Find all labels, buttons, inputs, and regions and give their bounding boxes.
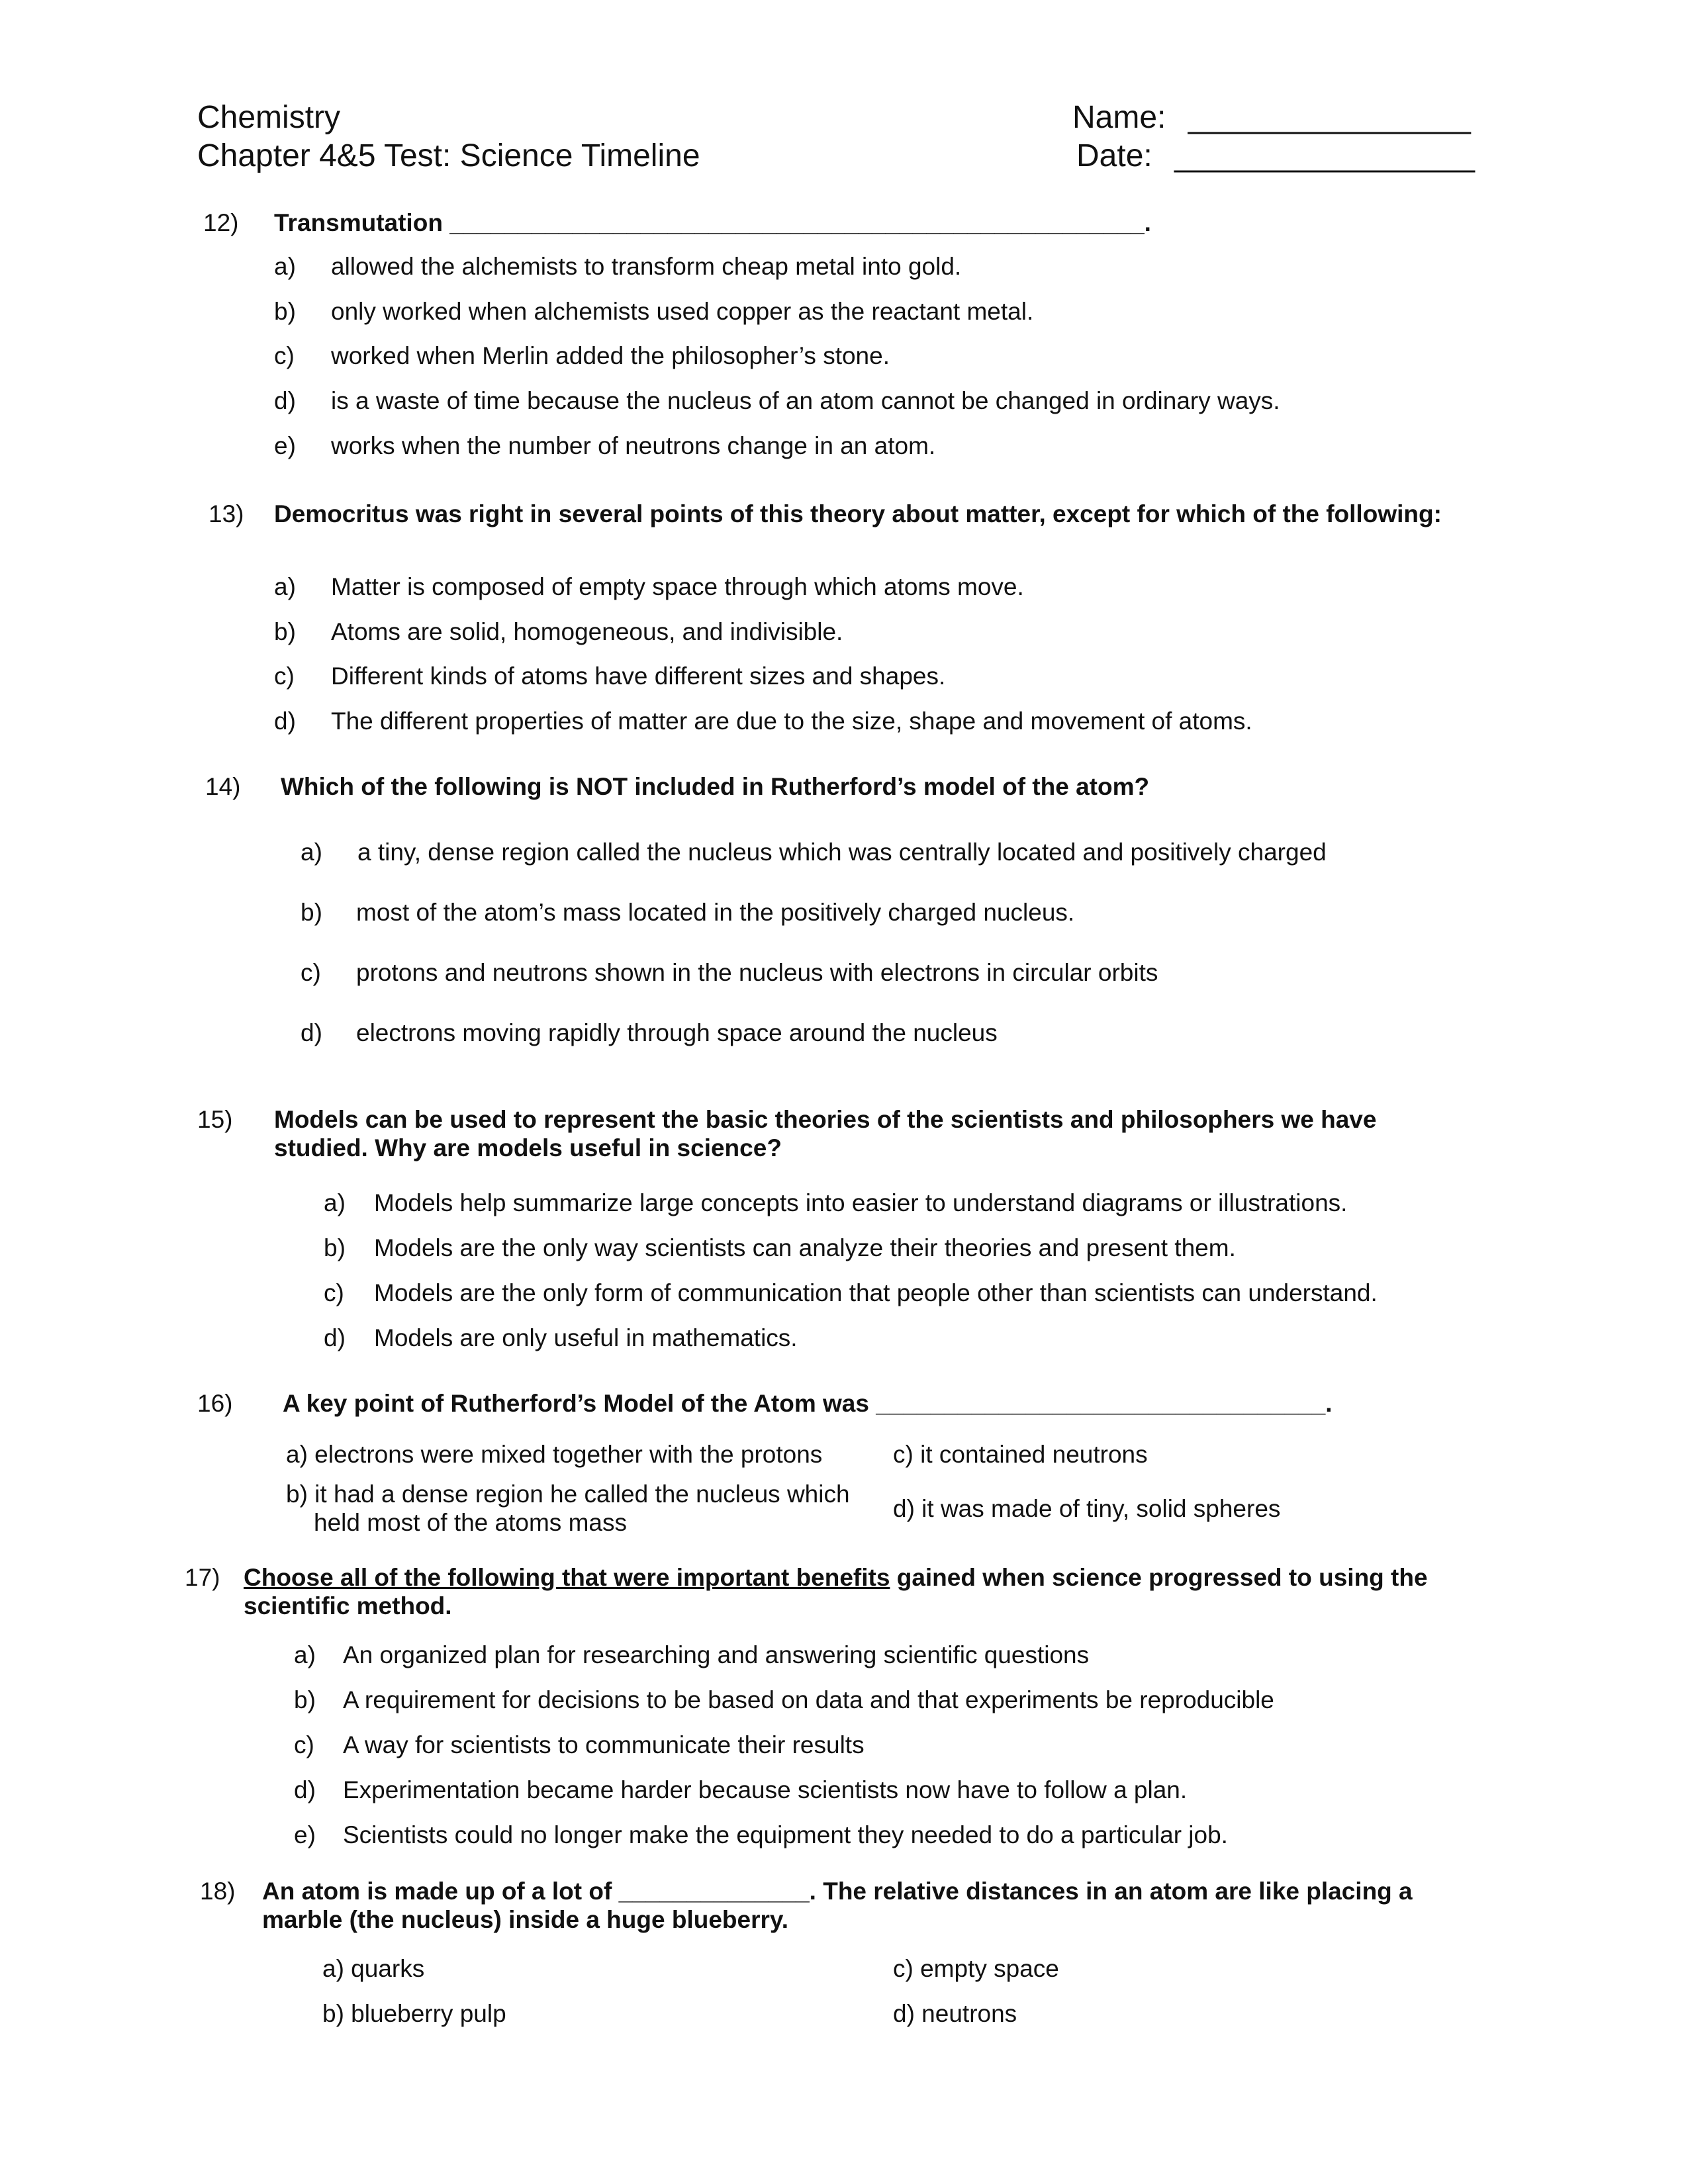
answer-option[interactable] xyxy=(301,899,1075,927)
name-field[interactable] xyxy=(1072,99,1471,136)
question-number: 17) xyxy=(185,1564,220,1591)
answer-option[interactable] xyxy=(274,707,1252,735)
option-letter: a) xyxy=(274,573,296,600)
option-text: works when the number of neutrons change in an atom. xyxy=(331,432,936,459)
date-field[interactable] xyxy=(1076,138,1475,174)
question-number: 13) xyxy=(209,500,244,527)
answer-option[interactable] xyxy=(274,387,1280,415)
answer-option[interactable] xyxy=(274,298,1034,326)
subject-title: Chemistry xyxy=(197,100,341,135)
option-letter: e) xyxy=(274,432,296,459)
question-stem-line-1: Models can be used to represent the basic theories of the scientists and philosophers we have xyxy=(274,1106,1377,1133)
answer-option[interactable] xyxy=(274,618,843,646)
question-number: 14) xyxy=(205,773,241,800)
option-text: allowed the alchemists to transform cheap metal into gold. xyxy=(331,253,962,280)
option-letter: b) xyxy=(274,618,296,645)
answer-option[interactable] xyxy=(274,432,936,460)
question-stem-line-2: scientific method. xyxy=(244,1592,452,1619)
option-text: Models help summarize large concepts into easier to understand diagrams or illustrations. xyxy=(374,1189,1348,1216)
option-letter: b) xyxy=(294,1686,316,1713)
answer-option[interactable] xyxy=(294,1821,1228,1849)
option-text: A requirement for decisions to be based on data and that experiments be reproducible xyxy=(343,1686,1274,1713)
option-text: Experimentation became harder because scientists now have to follow a plan. xyxy=(343,1776,1188,1803)
answer-option[interactable] xyxy=(274,662,946,690)
option-letter: b) xyxy=(274,298,296,325)
question-stem: Which of the following is NOT included in Rutherford’s model of the atom? xyxy=(281,773,1150,800)
question-stem-line-2: marble (the nucleus) inside a huge blueberry. xyxy=(262,1906,788,1933)
option-text: The different properties of matter are due to the size, shape and movement of atoms. xyxy=(331,707,1252,735)
option-letter: b) xyxy=(324,1234,346,1261)
answer-option[interactable] xyxy=(294,1776,1188,1804)
option-letter: a) xyxy=(274,253,296,280)
option-text: is a waste of time because the nucleus of an atom cannot be changed in ordinary ways. xyxy=(331,387,1280,414)
answer-option[interactable] xyxy=(324,1324,798,1352)
option-letter: d) xyxy=(301,1019,322,1046)
option-text: most of the atom’s mass located in the positively charged nucleus. xyxy=(356,899,1075,926)
option-letter: c) xyxy=(274,342,295,369)
answer-option[interactable]: d) it was made of tiny, solid spheres xyxy=(893,1495,1281,1522)
option-text: protons and neutrons shown in the nucleus with electrons in circular orbits xyxy=(356,959,1158,986)
name-label: Name: xyxy=(1072,100,1166,135)
option-text: worked when Merlin added the philosopher’s stone. xyxy=(331,342,890,369)
option-text: Matter is composed of empty space through which atoms move. xyxy=(331,573,1024,600)
option-text: a tiny, dense region called the nucleus which was centrally located and positively charged xyxy=(357,839,1327,866)
option-text: An organized plan for researching and answering scientific questions xyxy=(343,1641,1090,1668)
question-stem-line-1 xyxy=(244,1564,1428,1592)
option-letter: b) xyxy=(301,899,322,926)
answer-option[interactable]: a) quarks xyxy=(322,1955,425,1982)
option-letter: c) xyxy=(274,662,295,690)
option-text: Scientists could no longer make the equipment they needed to do a particular job. xyxy=(343,1821,1228,1848)
option-letter: c) xyxy=(301,959,321,986)
stem-rest: gained when science progressed to using the xyxy=(890,1564,1428,1591)
option-text: Models are the only way scientists can analyze their theories and present them. xyxy=(374,1234,1236,1261)
question-stem-line-1: An atom is made up of a lot of ______________. The relative distances in an atom are like placing a xyxy=(262,1878,1413,1905)
option-text: Models are the only form of communication that people other than scientists can understand. xyxy=(374,1279,1378,1306)
answer-option[interactable] xyxy=(274,342,890,370)
answer-option[interactable] xyxy=(324,1234,1236,1262)
answer-option[interactable] xyxy=(301,839,1327,866)
stem-emphasis: Choose all of the following that were important benefits xyxy=(244,1564,890,1591)
option-letter: d) xyxy=(324,1324,346,1351)
answer-option[interactable] xyxy=(294,1641,1090,1669)
answer-option[interactable] xyxy=(274,253,962,281)
option-text: Models are only useful in mathematics. xyxy=(374,1324,798,1351)
date-label: Date: xyxy=(1076,138,1152,173)
option-letter: d) xyxy=(274,387,296,414)
option-letter: a) xyxy=(301,839,322,866)
option-letter: d) xyxy=(294,1776,316,1803)
answer-option[interactable] xyxy=(274,573,1024,601)
question-stem: Democritus was right in several points of this theory about matter, except for which of the following: xyxy=(274,500,1442,527)
question-number: 15) xyxy=(197,1106,233,1133)
option-text: A way for scientists to communicate their results xyxy=(343,1731,865,1758)
option-letter: c) xyxy=(324,1279,344,1306)
question-number: 18) xyxy=(200,1878,236,1905)
answer-option[interactable]: d) neutrons xyxy=(893,2000,1017,2027)
answer-option[interactable]: c) it contained neutrons xyxy=(893,1441,1148,1468)
option-text: Atoms are solid, homogeneous, and indivisible. xyxy=(331,618,843,645)
question-stem: A key point of Rutherford’s Model of the Atom was _________________________________. xyxy=(283,1390,1333,1417)
question-number: 16) xyxy=(197,1390,233,1417)
answer-option[interactable]: b) blueberry pulp xyxy=(322,2000,506,2027)
answer-option[interactable] xyxy=(294,1686,1274,1714)
answer-option[interactable]: a) electrons were mixed together with the protons xyxy=(286,1441,823,1468)
answer-option[interactable] xyxy=(294,1731,865,1759)
test-title: Chapter 4&5 Test: Science Timeline xyxy=(197,138,700,173)
name-blank: ________________ xyxy=(1188,100,1471,135)
option-text: electrons moving rapidly through space around the nucleus xyxy=(356,1019,998,1046)
option-letter: c) xyxy=(294,1731,314,1758)
answer-option[interactable] xyxy=(301,1019,998,1047)
question-number: 12) xyxy=(203,209,239,236)
answer-option[interactable]: b) it had a dense region he called the nucleus which xyxy=(286,1480,850,1508)
option-letter: a) xyxy=(324,1189,346,1216)
option-letter: d) xyxy=(274,707,296,735)
option-letter: e) xyxy=(294,1821,316,1848)
answer-option-continuation: held most of the atoms mass xyxy=(314,1509,627,1536)
answer-option[interactable] xyxy=(324,1189,1348,1217)
option-letter: a) xyxy=(294,1641,316,1668)
date-blank: _________________ xyxy=(1174,138,1475,173)
option-text: Different kinds of atoms have different sizes and shapes. xyxy=(331,662,946,690)
answer-option[interactable]: c) empty space xyxy=(893,1955,1059,1982)
question-stem: Transmutation ___________________________________________________. xyxy=(274,209,1151,236)
answer-option[interactable] xyxy=(301,959,1158,987)
question-stem-line-2: studied. Why are models useful in science? xyxy=(274,1134,782,1161)
option-text: only worked when alchemists used copper as the reactant metal. xyxy=(331,298,1034,325)
answer-option[interactable] xyxy=(324,1279,1378,1307)
